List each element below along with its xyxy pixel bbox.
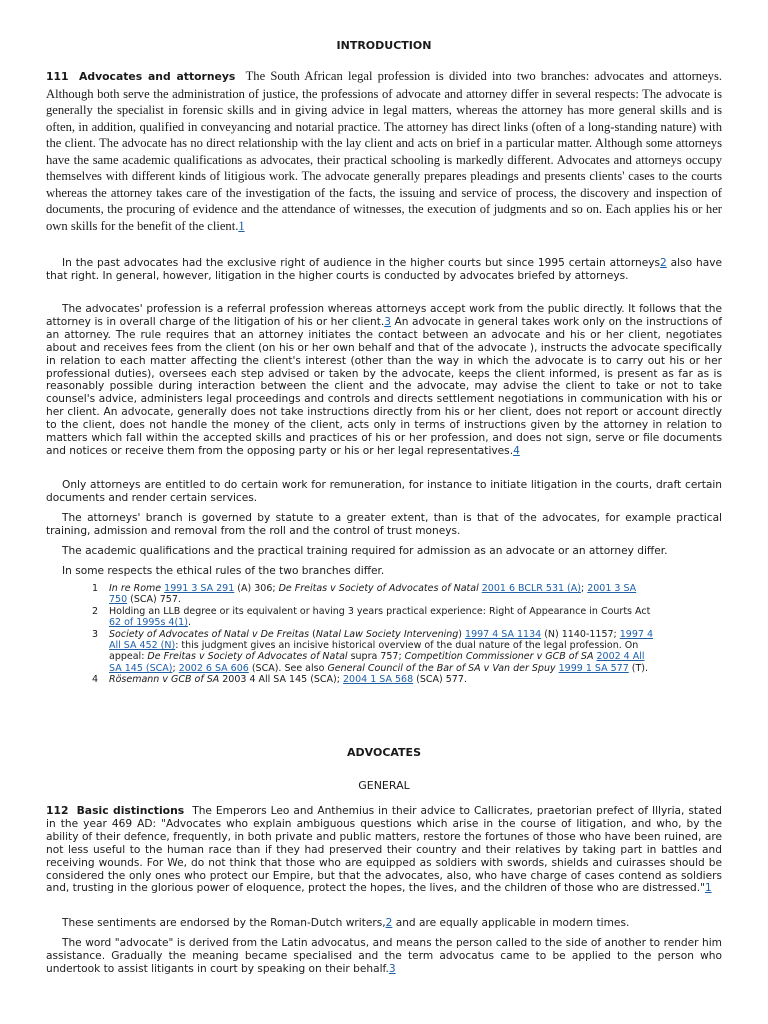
introduction-heading: INTRODUCTION [336, 39, 432, 52]
citation-link[interactable]: 2002 4 All SA 145 (SCA) [109, 651, 645, 674]
paragraph-text: The Emperors Leo and Anthemius in their advice to Callicrates, praetorian prefect of Illyria, stated in the year 469 AD: "Advocates who explain ambiguous questions which arise in the course of litigation, and who, by the ability of their defence, frequently, in both private and public matters, restore the fortunes of those who have been ruined, are not less useful to the human race than if they had preserved their country and their relatives by taking part in battles and receiving wounds. For We, do not think that those who are equipped as soldiers with swords, shields and cuirasses should be considered the only ones who protect our Empire, but that the advocates, also, who have charge of cases contend as soldiers and, trusting in the glorious power of eloquence, protect the hopes, the lives, and the children of those who are distressed." [46, 805, 722, 895]
paragraph-text: also have that right. In general, however, litigation in the higher courts is conducted by advocates briefed by attorneys. [46, 257, 722, 282]
paragraph-111 [46, 68, 722, 234]
case-name: Rösemann v GCB of SA [109, 674, 220, 686]
paragraph-text: The South African legal profession is divided into two branches: advocates and attorneys. Although both serve the administration of justice, the professions of advocate and attorney differ in several respects: The advocate is generally the specialist in forensic skills and in giving advice in legal matters, whereas the attorney has more general skills and is often, in addition, qualified in conveyancing and notarial practice. The attorney has direct links (often of a long-standing nature) with the client. The advocate has no direct relationship with the lay client and acts on brief in a particular matter. Although some attorneys have the same academic qualifications as advocates, their practical schooling is markedly different. Advocates and attorneys occupy themselves with different kinds of litigious work. The advocate generally prepares pleadings and presents clients' cases to the courts whereas the attorney takes care of the investigation of the facts, the issuing and service of process, the discovery and inspection of documents, the procuring of evidence and the attendance of witnesses, the execution of judgments and so on. Each applies his or her own skills for the benefit of the client. [46, 69, 723, 233]
paragraph-advocatus [46, 937, 722, 976]
citation-link[interactable]: 1997 4 SA 1134 [465, 628, 542, 640]
citation-link[interactable]: 62 of 1995s 4(1) [109, 617, 188, 629]
footnote-number: 1 [92, 583, 99, 594]
footnote-link-3[interactable]: 3 [388, 962, 396, 975]
paragraph-title: Basic distinctions [76, 804, 185, 817]
case-name: In re Rome [109, 583, 162, 594]
paragraph-audience [46, 257, 722, 283]
footnote-text-part: (T). [628, 662, 649, 674]
footnote-text-part: (SCA) 757. [127, 594, 181, 606]
advocates-heading: ADVOCATES [347, 746, 421, 759]
citation-link[interactable]: 1991 3 SA 291 [164, 583, 235, 594]
case-name: Competition Commissioner v GCB of SA [404, 651, 594, 663]
case-name: Natal Law Society Intervening [315, 628, 459, 640]
footnote-link-3[interactable]: 3 [384, 315, 391, 328]
footnote-text-part: (N) 1140-1157; [541, 628, 620, 640]
footnote-number: 3 [92, 628, 99, 640]
footnote-2 [92, 606, 654, 629]
footnotes [92, 583, 654, 686]
paragraph-remuneration: Only attorneys are entitled to do certain work for remuneration, for instance to initiate litigation in the courts, draft certain documents and render certain services. [46, 479, 722, 504]
citation-link[interactable]: 2001 3 SA 750 [109, 583, 637, 606]
footnote-text [109, 583, 654, 606]
citation-link[interactable]: 1999 1 SA 577 [558, 662, 629, 674]
paragraph-112 [46, 805, 722, 895]
paragraph-number: 111 [46, 70, 69, 83]
footnote-text-part: 2003 4 All SA 145 (SCA); [219, 674, 343, 686]
footnote-4 [92, 674, 654, 685]
footnote-1 [92, 583, 654, 606]
citation-link[interactable]: 2002 6 SA 606 [178, 662, 249, 674]
paragraph-statute: The attorneys' branch is governed by statute to a greater extent, than is that of the advocates, for example practical training, admission and removal from the roll and the control of trust moneys. [46, 512, 722, 537]
paragraph-title: Advocates and attorneys [79, 70, 236, 83]
footnote-text-part: ) [458, 628, 466, 640]
footnote-link-2[interactable]: 2 [660, 257, 667, 269]
footnote-text-part: ; [172, 662, 179, 674]
paragraph-text: These sentiments are endorsed by the Roman-Dutch writers, [62, 917, 386, 929]
footnote-link-1[interactable]: 1 [704, 882, 712, 895]
case-name: De Freitas v Society of Advocates of Natal [147, 651, 348, 663]
footnote-text-part: (A) 306; [234, 583, 279, 594]
paragraph-text: and are equally applicable in modern times. [392, 917, 630, 929]
footnote-link-2[interactable]: 2 [385, 917, 393, 929]
footnote-text-part: (SCA) 577. [413, 674, 467, 686]
footnote-text [109, 674, 654, 685]
footnote-text [109, 606, 654, 629]
footnote-number: 4 [92, 674, 99, 686]
footnote-text-part: . [187, 617, 191, 629]
footnote-text-part: supra 757; [347, 651, 405, 663]
citation-link[interactable]: 1997 4 All SA 452 (N) [109, 628, 654, 652]
citation-link[interactable]: 2004 1 SA 568 [343, 674, 414, 686]
footnote-text-part: ; [580, 583, 588, 594]
case-name: Society of Advocates of Natal v De Freitas [109, 628, 310, 640]
footnote-link-4[interactable]: 4 [513, 444, 520, 457]
footnote-text-part: ( [309, 628, 316, 640]
paragraph-roman-dutch [46, 917, 722, 930]
paragraph-referral [46, 303, 722, 458]
footnote-link-1[interactable]: 1 [238, 218, 245, 233]
footnote-text-part: : this judgment gives an incisive historical overview of the dual nature of the legal profession. On appeal: [109, 640, 639, 663]
citation-link[interactable]: 2001 6 BCLR 531 (A) [481, 583, 581, 594]
footnote-text [109, 629, 654, 675]
paragraph-text: In the past advocates had the exclusive right of audience in the higher courts but since 1995 certain attorneys [62, 257, 661, 269]
paragraph-text: The word "advocate" is derived from the Latin advocatus, and means the person called to the side of another to render him assistance. Gradually the meaning became specialised and the term advocatus came to be applied to the person who undertook to assist litigants in court by speaking on their behalf. [46, 937, 722, 975]
case-name: General Council of the Bar of SA v Van der Spuy [327, 662, 556, 674]
paragraph-ethical-rules: In some respects the ethical rules of the two branches differ. [62, 565, 385, 577]
footnote-text-part: (SCA). See also [248, 662, 328, 674]
paragraph-number: 112 [46, 804, 69, 817]
general-subheading: GENERAL [358, 779, 410, 792]
footnote-text-part: Holding an LLB degree or its equivalent or having 3 years practical experience: Right of Appearance in Courts Act [109, 605, 651, 617]
footnote-number: 2 [92, 605, 99, 617]
paragraph-text: The advocates' profession is a referral profession whereas attorneys accept work from the public directly. It follows that the attorney is in overall charge of the litigation of his or her client. [46, 303, 722, 328]
paragraph-text: An advocate in general takes work only on the instructions of an attorney. The rule requires that an attorney initiates the contact between an advocate and his or her client, negotiates about and receives fees from the client (on his or her own behalf and that of the advocate ), instructs the advocate specifically in relation to each matter affecting the client's interest (other than the way in which the advocate is to carry out his or her professional duties), oversees each step advised or taken by the advocate, keeps the client informed, is present as far as is reasonably possible during interaction between the client and the advocate, may advise the client to take or not to take counsel's advice, administers legal proceedings and controls and directs settlement negotiations in communication with his or her client. An advocate, generally does not take instructions directly from his or her client, does not report or account directly to the client, does not handle the money of the client, acts only in terms of instructions given by the attorney in relation to matters which fall within the accepted skills and practices of his or her profession, and does not sign, serve or file documents and notices or receive them from the opposing party or his or her legal representatives. [46, 315, 722, 457]
footnote-3 [92, 629, 654, 675]
case-name: De Freitas v Society of Advocates of Natal [278, 583, 479, 594]
paragraph-qualifications: The academic qualifications and the practical training required for admission as an advocate or an attorney differ. [62, 545, 668, 557]
